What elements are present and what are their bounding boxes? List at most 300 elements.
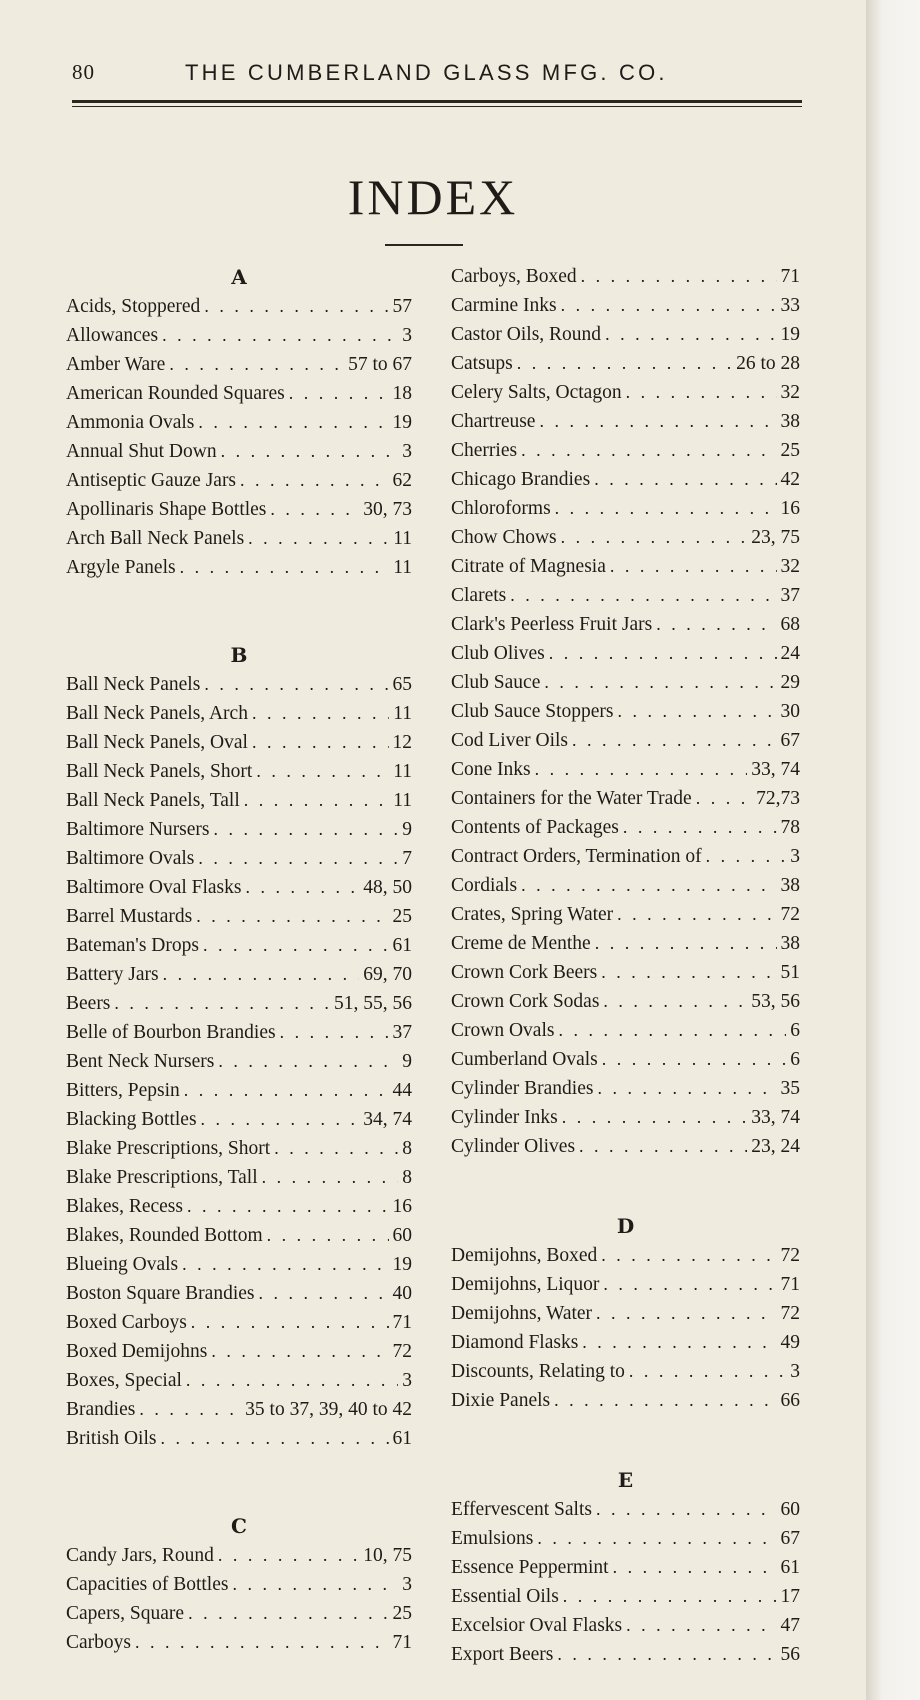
index-entry [451, 320, 800, 349]
index-entry-pages: 71 [780, 1274, 800, 1295]
index-entry-pages: 7 [402, 848, 412, 869]
leader-dots [182, 1250, 388, 1279]
index-entry-term: Demijohns, Boxed [451, 1245, 598, 1266]
index-entry [451, 842, 800, 871]
leader-dots [629, 1357, 786, 1386]
index-entry-pages: 16 [392, 1196, 412, 1217]
index-entry-pages: 24 [780, 643, 800, 664]
index-entry-pages: 6 [790, 1020, 800, 1041]
leader-dots [180, 553, 390, 582]
index-entry-pages: 3 [402, 441, 412, 462]
index-entry [66, 873, 412, 902]
leader-dots [581, 262, 777, 291]
index-entry-pages: 12 [392, 732, 412, 753]
index-entry [451, 1495, 800, 1524]
index-entry-pages: 66 [780, 1390, 800, 1411]
index-entry [451, 465, 800, 494]
index-entry-pages: 49 [780, 1332, 800, 1353]
index-entry-pages: 71 [780, 266, 800, 287]
index-entry-pages: 60 [780, 1499, 800, 1520]
index-entry [66, 1628, 412, 1657]
index-entry [451, 407, 800, 436]
leader-dots [135, 1628, 389, 1657]
index-entry-term: Cylinder Brandies [451, 1078, 594, 1099]
leader-dots [603, 987, 747, 1016]
index-entry-term: Containers for the Water Trade [451, 788, 692, 809]
index-entry-term: Blueing Ovals [66, 1254, 179, 1275]
index-entry-pages: 68 [780, 614, 800, 635]
leader-dots [244, 786, 389, 815]
index-entry-term: Cylinder Inks [451, 1107, 558, 1128]
index-entry-pages: 33, 74 [751, 759, 800, 780]
index-entry-term: Diamond Flasks [451, 1332, 579, 1353]
index-entry [451, 987, 800, 1016]
index-column-right [451, 262, 800, 1669]
index-entry-pages: 8 [402, 1167, 412, 1188]
section-letter-d: D [616, 1214, 635, 1238]
leader-dots [211, 1337, 388, 1366]
index-entry-term: Bateman's Drops [66, 935, 199, 956]
index-entry [451, 784, 800, 813]
leader-dots [203, 931, 389, 960]
leader-dots [539, 407, 776, 436]
index-entry-term: Blakes, Rounded Bottom [66, 1225, 263, 1246]
index-entry-term: Catsups [451, 353, 513, 374]
index-entry-term: Bitters, Pepsin [66, 1080, 180, 1101]
index-entry [451, 1582, 800, 1611]
index-entry [66, 1279, 412, 1308]
leader-dots [270, 495, 359, 524]
header-rule-thin [72, 106, 802, 107]
leader-dots [187, 1192, 389, 1221]
index-entry-pages: 33, 74 [751, 1107, 800, 1128]
index-entry-pages: 30, 73 [363, 499, 412, 520]
index-entry-term: Cylinder Olives [451, 1136, 576, 1157]
leader-dots [595, 929, 777, 958]
index-entry-term: Ball Neck Panels, Short [66, 761, 253, 782]
running-title: THE CUMBERLAND GLASS MFG. CO. [185, 60, 668, 85]
index-entry-pages: 61 [392, 1428, 412, 1449]
index-entry-pages: 3 [402, 1370, 412, 1391]
index-entry [66, 960, 412, 989]
index-entry-pages: 40 [392, 1283, 412, 1304]
index-entry-term: Arch Ball Neck Panels [66, 528, 245, 549]
index-entry-term: Chartreuse [451, 411, 536, 432]
leader-dots [603, 1270, 776, 1299]
leader-dots [605, 320, 776, 349]
index-entry-pages: 3 [790, 846, 800, 867]
index-entry-pages: 69, 70 [363, 964, 412, 985]
index-entry-pages: 3 [790, 1361, 800, 1382]
index-entry-term: Belle of Bourbon Brandies [66, 1022, 276, 1043]
index-entry-pages: 38 [780, 411, 800, 432]
index-entry-term: Crates, Spring Water [451, 904, 614, 925]
index-entry-pages: 44 [392, 1080, 412, 1101]
index-entry-term: Cumberland Ovals [451, 1049, 598, 1070]
index-entry [66, 728, 412, 757]
index-entry-pages: 53, 56 [751, 991, 800, 1012]
index-entry [451, 668, 800, 697]
index-entry-pages: 29 [780, 672, 800, 693]
index-entry-term: Brandies [66, 1399, 136, 1420]
index-entry-pages: 6 [790, 1049, 800, 1070]
index-entry-pages: 30 [780, 701, 800, 722]
index-entry [66, 1424, 412, 1453]
index-entry-pages: 61 [392, 935, 412, 956]
index-entry-pages: 38 [780, 933, 800, 954]
leader-dots [196, 902, 388, 931]
index-entry-pages: 11 [393, 557, 412, 578]
index-entry-pages: 78 [780, 817, 800, 838]
section-a-entries [66, 292, 412, 582]
leader-dots [188, 1599, 388, 1628]
index-entry-pages: 3 [402, 1574, 412, 1595]
index-entry [451, 262, 800, 291]
leader-dots [610, 552, 777, 581]
index-entry-term: Celery Salts, Octagon [451, 382, 622, 403]
index-entry-term: Contents of Packages [451, 817, 619, 838]
leader-dots [256, 757, 389, 786]
index-entry [66, 670, 412, 699]
leader-dots [163, 960, 360, 989]
index-entry-pages: 38 [780, 875, 800, 896]
leader-dots [186, 1366, 398, 1395]
index-entry-pages: 67 [780, 730, 800, 751]
index-entry [66, 1570, 412, 1599]
leader-dots [252, 699, 389, 728]
index-entry [66, 350, 412, 379]
index-entry-pages: 72 [392, 1341, 412, 1362]
leader-dots [544, 668, 776, 697]
leader-dots [510, 581, 776, 610]
index-entry [451, 494, 800, 523]
index-entry-term: Capacities of Bottles [66, 1574, 229, 1595]
leader-dots [602, 1045, 786, 1074]
index-entry [66, 1395, 412, 1424]
index-entry [66, 1599, 412, 1628]
index-entry-pages: 11 [393, 790, 412, 811]
index-entry [66, 379, 412, 408]
section-c-entries [66, 1541, 412, 1657]
leader-dots [626, 1611, 776, 1640]
index-entry-term: Boston Square Brandies [66, 1283, 255, 1304]
index-entry-pages: 61 [780, 1557, 800, 1578]
index-entry-term: Blake Prescriptions, Tall [66, 1167, 258, 1188]
index-entry [66, 1018, 412, 1047]
section-b-entries [66, 670, 412, 1453]
index-entry [451, 1299, 800, 1328]
leader-dots [521, 436, 776, 465]
index-entry-term: Castor Oils, Round [451, 324, 602, 345]
leader-dots [656, 610, 776, 639]
leader-dots [201, 1105, 360, 1134]
index-entry [451, 552, 800, 581]
leader-dots [184, 1076, 389, 1105]
index-entry-pages: 34, 74 [363, 1109, 412, 1130]
index-entry [451, 958, 800, 987]
index-entry-term: Essential Oils [451, 1586, 559, 1607]
leader-dots [623, 813, 777, 842]
index-entry-pages: 71 [392, 1632, 412, 1653]
index-entry [66, 1337, 412, 1366]
leader-dots [554, 1386, 776, 1415]
index-entry [451, 900, 800, 929]
leader-dots [626, 378, 777, 407]
leader-dots [262, 1163, 399, 1192]
facing-page-edge [866, 0, 920, 1700]
index-entry-term: Demijohns, Liquor [451, 1274, 600, 1295]
index-entry [66, 1105, 412, 1134]
index-entry [66, 321, 412, 350]
leader-dots [267, 1221, 389, 1250]
index-entry-term: Allowances [66, 325, 159, 346]
index-entry-term: Capers, Square [66, 1603, 185, 1624]
leader-dots [191, 1308, 389, 1337]
section-letter-b: B [230, 643, 248, 667]
leader-dots [252, 728, 389, 757]
index-entry-term: Chloroforms [451, 498, 551, 519]
leader-dots [561, 523, 748, 552]
leader-dots [517, 349, 732, 378]
leader-dots [594, 465, 776, 494]
index-entry-term: Boxed Demijohns [66, 1341, 208, 1362]
index-entry-pages: 16 [780, 498, 800, 519]
index-entry [66, 699, 412, 728]
index-entry-pages: 26 to 28 [736, 353, 800, 374]
index-entry-pages: 65 [392, 674, 412, 695]
index-entry-term: Barrel Mustards [66, 906, 193, 927]
index-entry-term: Bent Neck Nursers [66, 1051, 215, 1072]
index-entry-pages: 19 [392, 1254, 412, 1275]
section-letter-c: C [231, 1514, 247, 1538]
index-entry [66, 408, 412, 437]
index-entry-term: Annual Shut Down [66, 441, 217, 462]
index-entry-term: Crown Cork Beers [451, 962, 598, 983]
index-entry [66, 1076, 412, 1105]
index-entry [451, 726, 800, 755]
index-entry-term: Club Sauce Stoppers [451, 701, 614, 722]
leader-dots [169, 350, 344, 379]
index-entry [451, 1103, 800, 1132]
index-entry-term: Ball Neck Panels [66, 674, 201, 695]
title-underline [385, 244, 463, 246]
index-entry-pages: 18 [392, 383, 412, 404]
leader-dots [535, 755, 748, 784]
index-entry [451, 291, 800, 320]
leader-dots [601, 958, 776, 987]
index-entry-term: Citrate of Magnesia [451, 556, 606, 577]
index-entry [451, 1640, 800, 1669]
index-entry-term: Boxed Carboys [66, 1312, 187, 1333]
index-entry-pages: 10, 75 [363, 1545, 412, 1566]
index-entry-term: Dixie Panels [451, 1390, 551, 1411]
leader-dots [214, 815, 399, 844]
index-entry-pages: 42 [780, 469, 800, 490]
index-entry-pages: 71 [392, 1312, 412, 1333]
leader-dots [258, 1279, 388, 1308]
index-entry [66, 1192, 412, 1221]
index-entry [66, 553, 412, 582]
index-entry-term: Ball Neck Panels, Arch [66, 703, 248, 724]
index-entry [66, 495, 412, 524]
leader-dots [549, 639, 777, 668]
index-entry-pages: 72 [780, 904, 800, 925]
index-column-left [66, 262, 412, 1657]
index-entry-pages: 9 [402, 819, 412, 840]
index-entry [451, 1611, 800, 1640]
index-entry-term: Essence Peppermint [451, 1557, 609, 1578]
index-entry [451, 929, 800, 958]
index-entry-pages: 32 [780, 382, 800, 403]
index-entry [66, 1047, 412, 1076]
index-entry-term: Excelsior Oval Flasks [451, 1615, 623, 1636]
index-entry-pages: 37 [780, 585, 800, 606]
index-entry-pages: 19 [392, 412, 412, 433]
index-entry-pages: 3 [402, 325, 412, 346]
index-entry-term: Amber Ware [66, 354, 166, 375]
section-letter-a: A [231, 265, 247, 289]
index-entry-pages: 72 [780, 1245, 800, 1266]
index-entry [66, 1366, 412, 1395]
index-entry-term: Club Sauce [451, 672, 541, 693]
index-entry-pages: 57 [392, 296, 412, 317]
index-entry [451, 1074, 800, 1103]
leader-dots [563, 1582, 777, 1611]
index-entry [451, 1132, 800, 1161]
leader-dots [245, 873, 359, 902]
index-entry-term: British Oils [66, 1428, 157, 1449]
index-entry-term: Baltimore Oval Flasks [66, 877, 242, 898]
page-number: 80 [72, 60, 95, 84]
index-entry [451, 610, 800, 639]
index-entry-term: Carboys [66, 1632, 131, 1653]
leader-dots [198, 408, 388, 437]
index-entry-term: Blake Prescriptions, Short [66, 1138, 271, 1159]
index-entry-term: Ammonia Ovals [66, 412, 195, 433]
index-entry [451, 1553, 800, 1582]
index-entry [66, 757, 412, 786]
index-entry-term: Acids, Stoppered [66, 296, 201, 317]
section-c-continued-entries [451, 262, 800, 1161]
index-entry [66, 1134, 412, 1163]
index-entry [451, 1524, 800, 1553]
index-entry-pages: 8 [402, 1138, 412, 1159]
index-entry-pages: 67 [780, 1528, 800, 1549]
index-entry-term: Chow Chows [451, 527, 557, 548]
index-entry-pages: 32 [780, 556, 800, 577]
leader-dots [579, 1132, 747, 1161]
index-entry-term: Apollinaris Shape Bottles [66, 499, 267, 520]
leader-dots [596, 1299, 776, 1328]
index-entry-term: Chicago Brandies [451, 469, 591, 490]
leader-dots [204, 292, 388, 321]
leader-dots [198, 844, 398, 873]
leader-dots [232, 1570, 398, 1599]
index-entry-pages: 56 [780, 1644, 800, 1665]
index-entry [66, 524, 412, 553]
index-entry-pages: 37 [392, 1022, 412, 1043]
index-entry-pages: 11 [393, 703, 412, 724]
leader-dots [561, 291, 777, 320]
leader-dots [706, 842, 787, 871]
index-entry-term: Cone Inks [451, 759, 531, 780]
index-entry-term: Crown Ovals [451, 1020, 555, 1041]
index-entry [451, 639, 800, 668]
index-entry [451, 697, 800, 726]
index-entry-pages: 51, 55, 56 [334, 993, 412, 1014]
index-entry [451, 378, 800, 407]
index-entry-term: Candy Jars, Round [66, 1545, 214, 1566]
index-entry [451, 1386, 800, 1415]
index-entry-pages: 62 [392, 470, 412, 491]
index-entry-term: Clarets [451, 585, 507, 606]
leader-dots [557, 1640, 776, 1669]
index-entry-term: Baltimore Ovals [66, 848, 195, 869]
index-entry-pages: 57 to 67 [348, 354, 412, 375]
index-entry [66, 902, 412, 931]
header-rule-thick [72, 100, 802, 103]
leader-dots [221, 437, 399, 466]
index-entry-term: Effervescent Salts [451, 1499, 592, 1520]
leader-dots [613, 1553, 777, 1582]
index-entry-term: Cherries [451, 440, 518, 461]
index-entry-pages: 47 [780, 1615, 800, 1636]
index-entry [66, 844, 412, 873]
index-entry-term: Battery Jars [66, 964, 159, 985]
leader-dots [572, 726, 777, 755]
index-entry-term: Crown Cork Sodas [451, 991, 600, 1012]
index-entry-pages: 19 [780, 324, 800, 345]
index-entry [451, 871, 800, 900]
index-entry [66, 1163, 412, 1192]
leader-dots [537, 1524, 776, 1553]
index-entry [451, 1328, 800, 1357]
index-entry [451, 1241, 800, 1270]
index-entry-term: Contract Orders, Termination of [451, 846, 702, 867]
index-entry-term: Ball Neck Panels, Oval [66, 732, 248, 753]
index-title: INDEX [347, 169, 519, 225]
index-entry [66, 1250, 412, 1279]
section-e-entries [451, 1495, 800, 1669]
index-entry-pages: 35 [780, 1078, 800, 1099]
leader-dots [139, 1395, 241, 1424]
leader-dots [696, 784, 752, 813]
index-entry [66, 786, 412, 815]
index-entry-term: Cod Liver Oils [451, 730, 568, 751]
index-entry-term: Export Beers [451, 1644, 554, 1665]
index-entry-pages: 23, 75 [751, 527, 800, 548]
index-entry-pages: 17 [780, 1586, 800, 1607]
index-entry-term: American Rounded Squares [66, 383, 285, 404]
leader-dots [204, 670, 388, 699]
index-entry-pages: 33 [780, 295, 800, 316]
leader-dots [162, 321, 398, 350]
index-entry-term: Clark's Peerless Fruit Jars [451, 614, 653, 635]
leader-dots [240, 466, 388, 495]
leader-dots [114, 989, 330, 1018]
index-entry [451, 581, 800, 610]
section-d-entries [451, 1241, 800, 1415]
index-entry-pages: 60 [392, 1225, 412, 1246]
index-entry-pages: 25 [392, 1603, 412, 1624]
leader-dots [617, 900, 776, 929]
leader-dots [289, 379, 389, 408]
index-entry-term: Emulsions [451, 1528, 534, 1549]
index-entry-term: Carmine Inks [451, 295, 557, 316]
index-entry [66, 989, 412, 1018]
index-entry [66, 1221, 412, 1250]
index-entry [66, 292, 412, 321]
